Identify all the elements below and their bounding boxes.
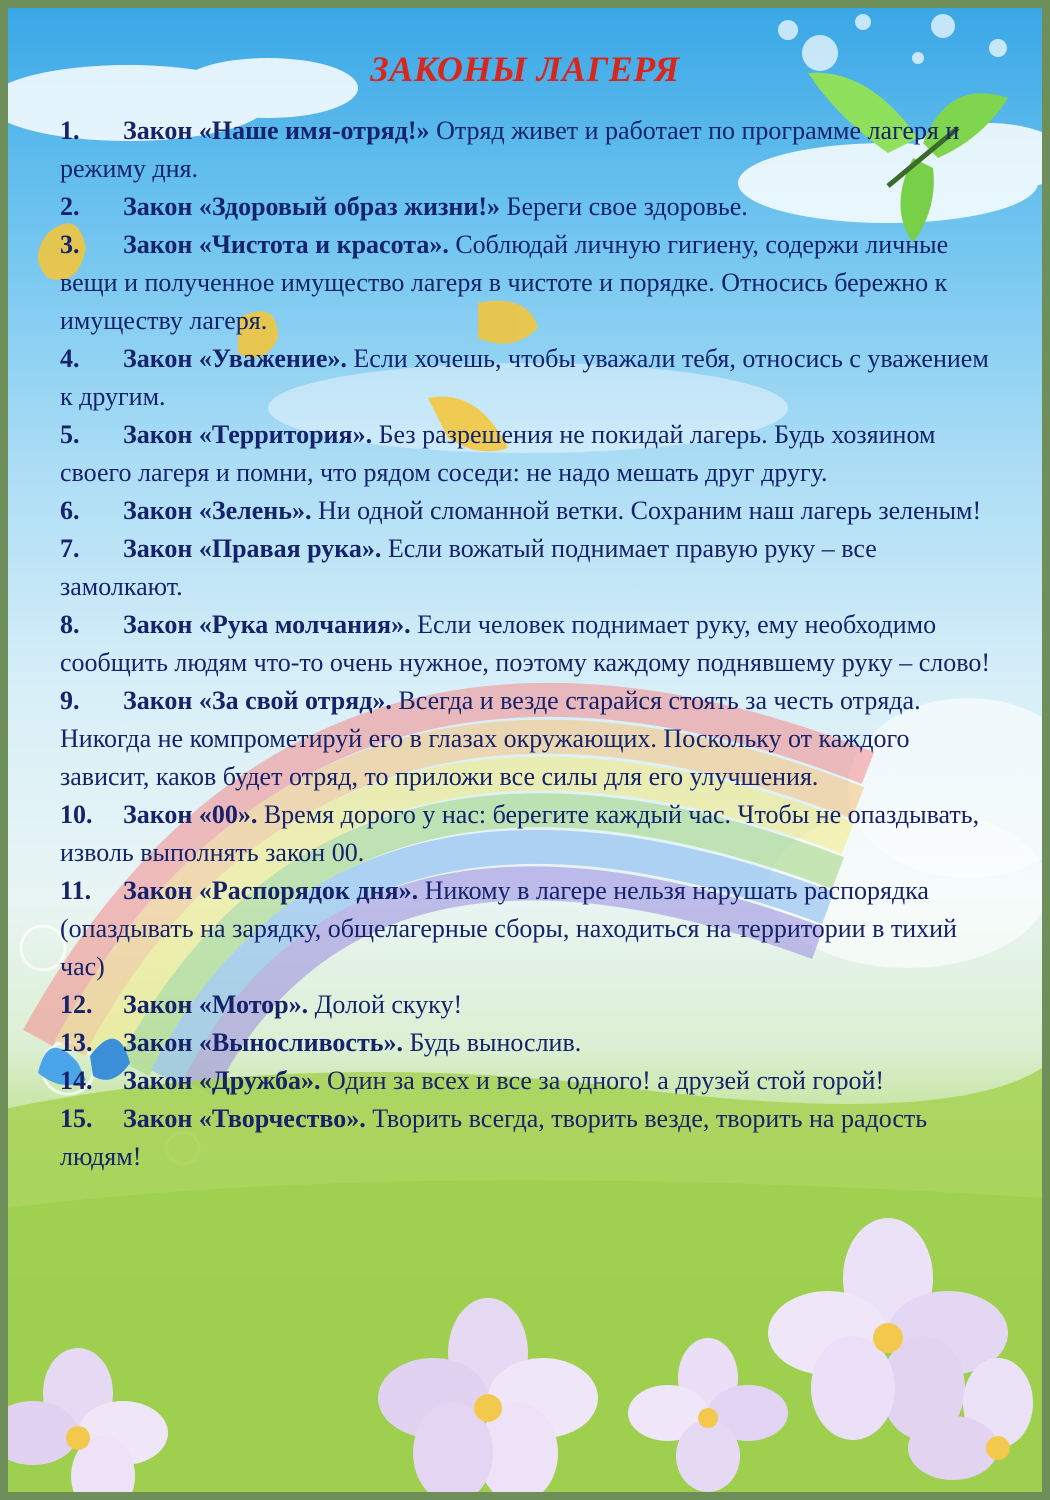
law-name: Закон «Дружба». [123,1066,321,1095]
law-number: 3. [60,230,80,259]
law-text: Один за всех и все за одного! а друзей стой горой! [320,1066,885,1095]
law-name: Закон «Выносливость». [123,1028,403,1057]
laws-document [60,48,990,1176]
law-number: 2. [60,192,80,221]
law-text: Соблюдай личную гигиену, содержи личные вещи и полученное имущество лагеря в чистоте и порядке. Относись бережно к имуществу лагеря. [60,230,949,335]
law-number: 6. [60,496,80,525]
law-item [60,606,990,682]
law-name: Закон «Распорядок дня». [123,876,419,905]
law-item [60,492,990,530]
law-name: Закон «Чистота и красота». [123,230,449,259]
law-item [60,1100,990,1176]
law-name: Закон «Территория». [123,420,373,449]
law-text: Будь вынослив. [403,1028,582,1057]
law-item [60,986,990,1024]
law-number: 9. [60,686,80,715]
law-item [60,112,990,188]
law-number: 10. [60,800,93,829]
law-text: Долой скуку! [308,990,463,1019]
law-item [60,416,990,492]
law-name: Закон «00». [123,800,258,829]
law-text: Без разрешения не покидай лагерь. Будь хозяином своего лагеря и помни, что рядом соседи: не надо мешать друг другу. [60,420,936,487]
law-name: Закон «Творчество». [123,1104,366,1133]
law-text: Береги свое здоровье. [500,192,748,221]
law-text: Отряд живет и работает по программе лагеря и режиму дня. [60,116,960,183]
law-item [60,530,990,606]
law-number: 8. [60,610,80,639]
law-text: Если человек поднимает руку, ему необходимо сообщить людям что-то очень нужное, поэтому каждому поднявшему руку – слово! [60,610,990,677]
law-item [60,872,990,986]
law-text: Всегда и везде старайся стоять за честь отряда. Никогда не компрометируй его в глазах окружающих. Поскольку от каждого зависит, каков будет отряд, то приложи все силы для его улучшения. [60,686,921,791]
law-name: Закон «За свой отряд». [123,686,392,715]
law-number: 5. [60,420,80,449]
law-name: Закон «Наше имя-отряд!» [123,116,430,145]
law-name: Закон «Уважение». [123,344,347,373]
law-number: 1. [60,116,80,145]
page-title: ЗАКОНЫ ЛАГЕРЯ [370,49,680,89]
law-item [60,340,990,416]
law-number: 11. [60,876,92,905]
law-name: Закон «Правая рука». [123,534,382,563]
law-item [60,188,990,226]
law-item [60,682,990,796]
law-text: Если хочешь, чтобы уважали тебя, относись с уважением к другим. [60,344,989,411]
law-text: Время дорого у нас: берегите каждый час. Чтобы не опаздывать, изволь выполнять закон 00. [60,800,980,867]
law-text: Если вожатый поднимает правую руку – все замолкают. [60,534,877,601]
law-text: Ни одной сломанной ветки. Сохраним наш лагерь зеленым! [311,496,982,525]
law-text: Никому в лагере нельзя нарушать распорядка (опаздывать на зарядку, общелагерные сборы, находиться на территории в тихий час) [60,876,957,981]
law-number: 12. [60,990,93,1019]
law-number: 13. [60,1028,93,1057]
law-item [60,796,990,872]
law-name: Закон «Рука молчания». [123,610,411,639]
law-item [60,1062,990,1100]
law-text: Творить всегда, творить везде, творить на радость людям! [60,1104,928,1171]
poster-frame [8,8,1042,1492]
law-item [60,226,990,340]
law-name: Закон «Мотор». [123,990,309,1019]
law-item [60,1024,990,1062]
law-number: 7. [60,534,80,563]
law-number: 14. [60,1066,93,1095]
law-number: 15. [60,1104,93,1133]
law-number: 4. [60,344,80,373]
law-name: Закон «Здоровый образ жизни!» [123,192,501,221]
law-name: Закон «Зелень». [123,496,312,525]
